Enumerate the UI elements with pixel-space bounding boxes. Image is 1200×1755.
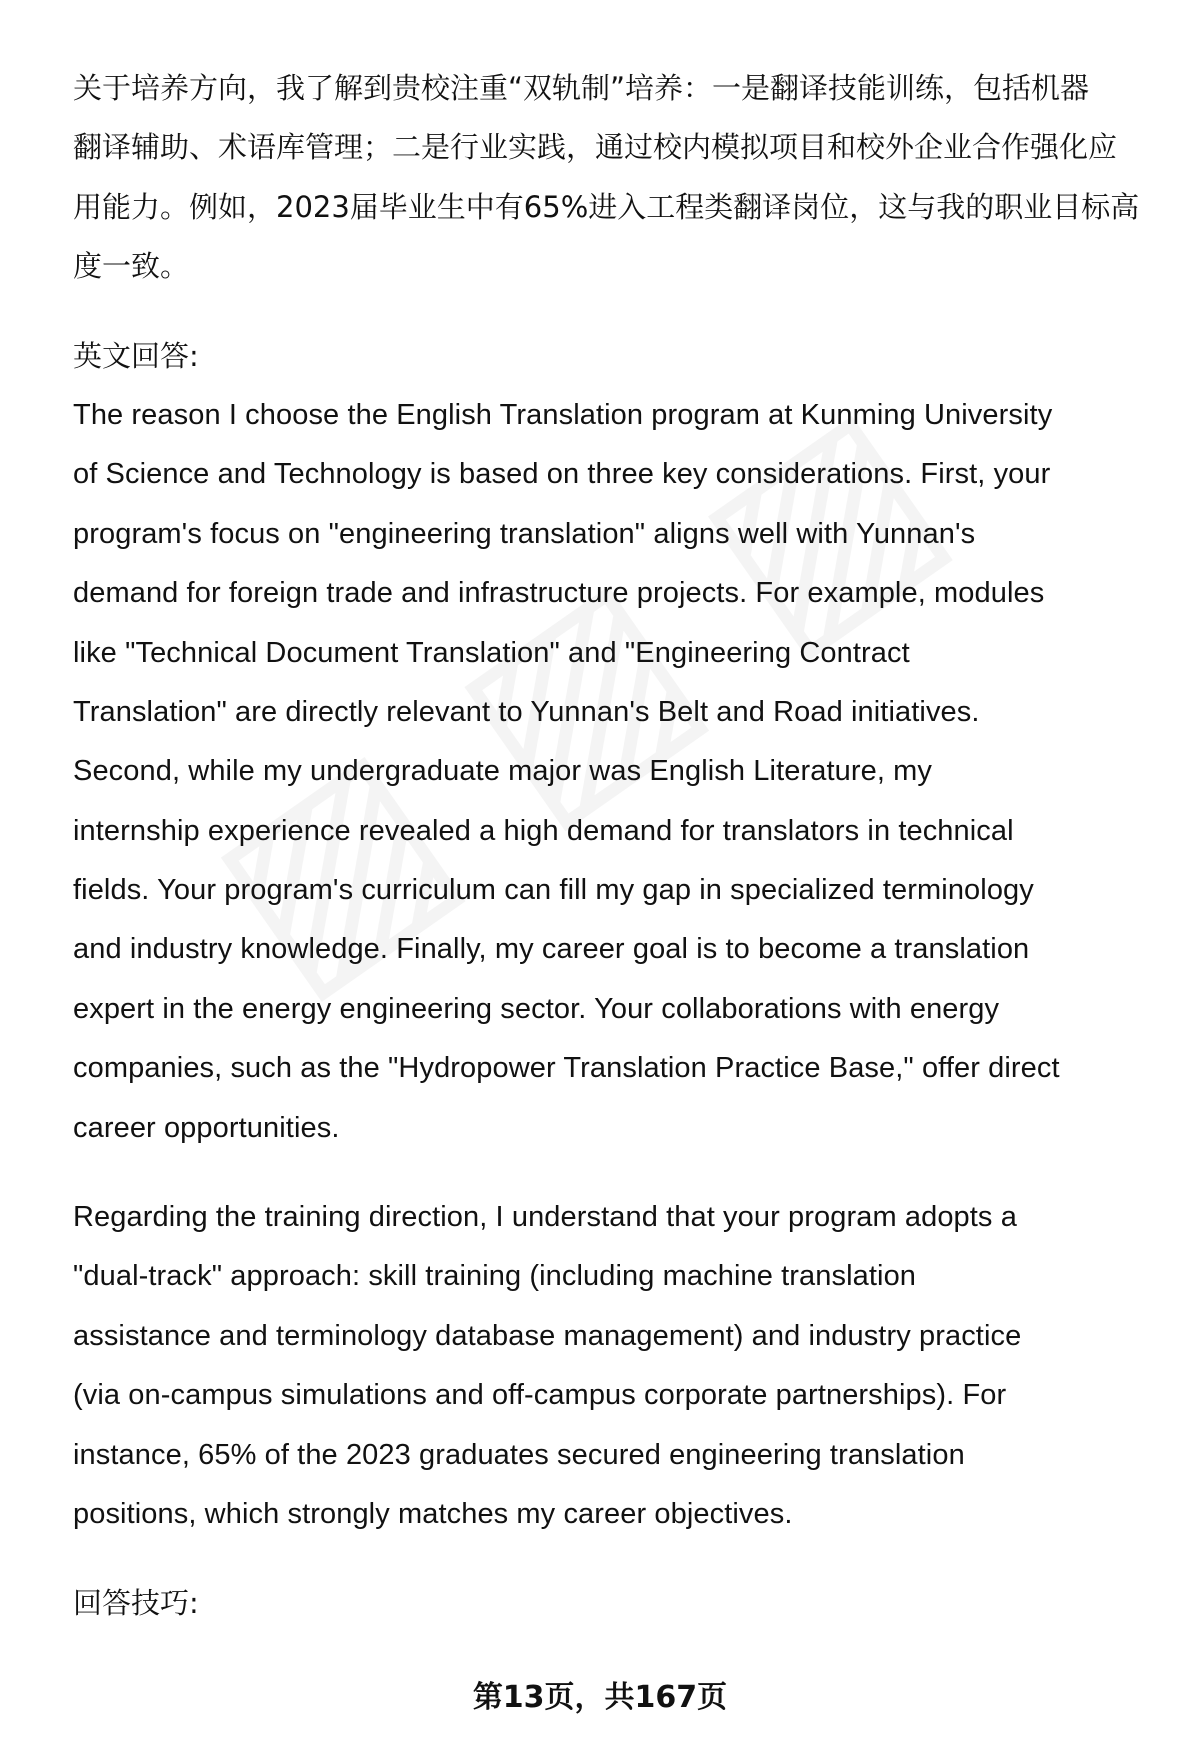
text-line: 翻译辅助、术语库管理；二是行业实践，通过校内模拟项目和校外企业合作强化应 (73, 130, 1118, 165)
text-line: assistance and terminology database management) and industry practice (73, 1319, 1022, 1352)
text-line: Translation" are directly relevant to Yunnan's Belt and Road initiatives. (73, 695, 980, 728)
text-line: fields. Your program's curriculum can fill my gap in specialized terminology (73, 874, 1034, 907)
text-line: instance, 65% of the 2023 graduates secured engineering translation (73, 1438, 965, 1471)
text-line: and industry knowledge. Finally, my career goal is to become a translation (73, 933, 1030, 966)
text-line: Regarding the training direction, I understand that your program adopts a (73, 1201, 1017, 1234)
text-line: program's focus on "engineering translation" aligns well with Yunnan's (73, 517, 976, 550)
page-indicator: 第13页，共167页 (472, 1680, 728, 1715)
text-line: 关于培养方向，我了解到贵校注重“双轨制”培养：一是翻译技能训练，包括机器 (73, 71, 1090, 105)
text-line: of Science and Technology is based on three key considerations. First, your (73, 458, 1051, 491)
text-line: like "Technical Document Translation" and "Engineering Contract (73, 636, 910, 669)
text-line: 用能力。例如，2023届毕业生中有65%进入工程类翻译岗位，这与我的职业目标高 (73, 189, 1140, 224)
text-line: demand for foreign trade and infrastructure projects. For example, modules (73, 577, 1045, 610)
text-line: career opportunities. (73, 1111, 340, 1144)
text-line: 度一致。 (73, 249, 190, 284)
text-line: internship experience revealed a high demand for translators in technical (73, 814, 1014, 847)
text-line: (via on-campus simulations and off-campus corporate partnerships). For (73, 1379, 1007, 1412)
english-answer-label: 英文回答: (73, 338, 199, 373)
text-line: positions, which strongly matches my career objectives. (73, 1497, 793, 1530)
en-paragraph-2 (73, 1188, 1173, 1544)
text-line: The reason I choose the English Translation program at Kunming University (73, 398, 1053, 431)
en-paragraph-1 (73, 386, 1173, 1158)
text-line: "dual-track" approach: skill training (including machine translation (73, 1260, 917, 1293)
tips-label: 回答技巧: (73, 1586, 199, 1621)
text-line: expert in the energy engineering sector. Your collaborations with energy (73, 992, 1000, 1025)
zh-paragraph (73, 59, 1173, 297)
document-body (73, 59, 1173, 1634)
text-line: companies, such as the "Hydropower Translation Practice Base," offer direct (73, 1052, 1060, 1085)
text-line: Second, while my undergraduate major was English Literature, my (73, 755, 932, 788)
